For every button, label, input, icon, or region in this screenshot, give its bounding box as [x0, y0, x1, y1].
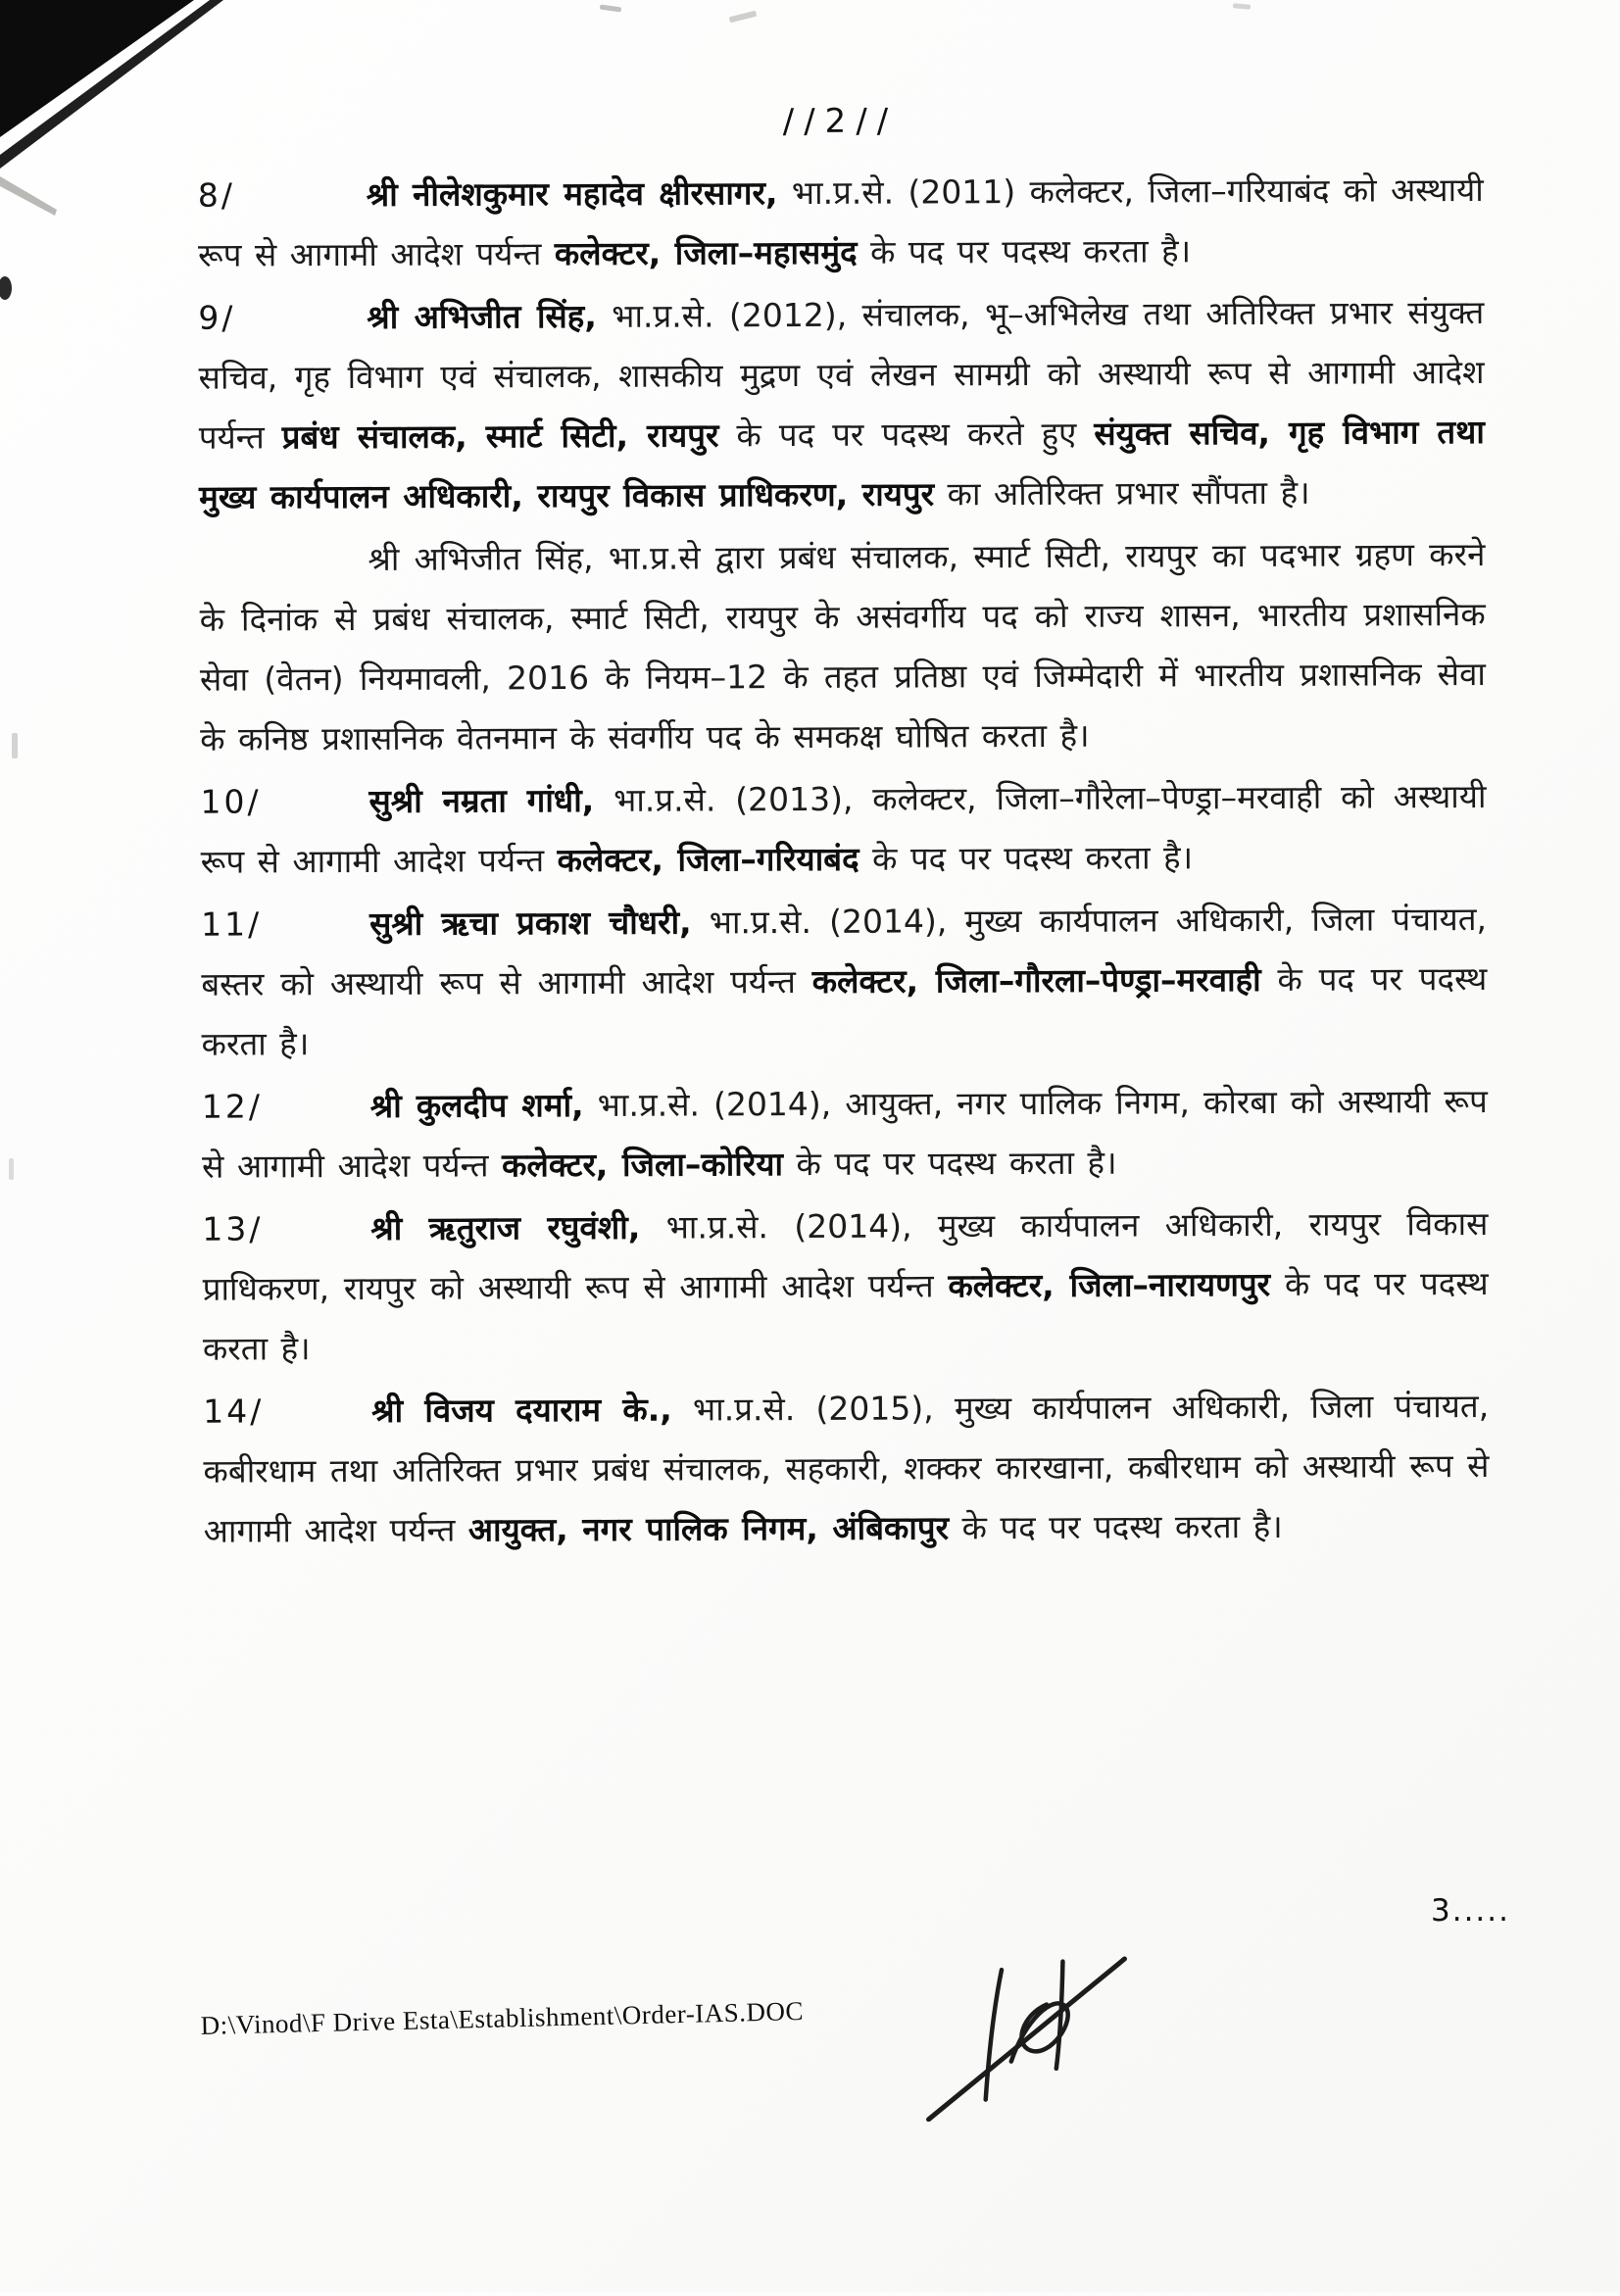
text-segment: श्री नीलेशकुमार महादेव क्षीरसागर,	[366, 173, 778, 214]
text-segment: के पद पर पदस्थ करता है।	[949, 1506, 1283, 1547]
text-segment: श्री ऋतुराज रघुवंशी,	[370, 1207, 641, 1247]
text-segment: कलेक्टर, जिला–नारायणपुर	[948, 1264, 1271, 1305]
order-paragraph	[202, 1071, 1489, 1197]
order-paragraph	[199, 524, 1486, 769]
text-segment: के पद पर पदस्थ करता है।	[857, 231, 1192, 271]
text-segment: श्री अभिजीत सिंह, भा.प्र.से द्वारा प्रबंध संचालक, स्मार्ट सिटी, रायपुर का पदभार ग्रहण करने के दिनांक से प्रबंध संचालक, स्मार्ट सिटी, रायपुर के असंवर्गीय पद को राज्य शासन, भारतीय प्रशासनिक सेवा (वेतन) नियमावली, 2016 के नियम–12 के तहत प्रतिष्ठा एवं जिम्मेदारी में भारतीय प्रशासनिक सेवा के कनिष्ठ प्रशासनिक वेतनमान के संवर्गीय पद के समकक्ष घोषित करता है।	[199, 534, 1487, 758]
text-segment: भा.प्र.से. (2014), मुख्य कार्यपालन अधिकारी, रायपुर विकास प्राधिकरण, रायपुर को अस्थायी रूप से आगामी आदेश पर्यन्त	[202, 1203, 1489, 1308]
text-segment: श्री कुलदीप शर्मा,	[369, 1086, 584, 1125]
paragraph-number: 13/	[202, 1209, 264, 1248]
text-segment: आयुक्त, नगर पालिक निगम, अंबिकापुर	[467, 1508, 950, 1549]
text-segment: कलेक्टर, जिला–महासमुंद	[554, 232, 858, 273]
paragraph-number: 9/	[198, 298, 236, 337]
order-paragraph	[200, 766, 1487, 892]
text-segment: के पद पर पदस्थ करता है।	[859, 838, 1194, 878]
paragraph-number: 14/	[203, 1392, 265, 1431]
text-segment: भा.प्र.से. (2011) कलेक्टर, जिला–गरियाबंद को अस्थायी रूप से आगामी आदेश पर्यन्त	[197, 170, 1484, 274]
paragraph-number: 11/	[200, 904, 263, 944]
text-segment: भा.प्र.से. (2014), मुख्य कार्यपालन अधिकारी, जिला पंचायत, बस्तर को अस्थायी रूप से आगामी आदेश पर्यन्त	[201, 899, 1488, 1003]
footer-file-path: D:\Vinod\F Drive Esta\Establishment\Order-IAS.DOC	[200, 1995, 805, 2041]
order-paragraph	[203, 1376, 1490, 1561]
order-paragraph-list	[198, 160, 1490, 1561]
paragraph-number: 10/	[200, 782, 262, 821]
text-segment: भा.प्र.से. (2013), कलेक्टर, जिला–गौरेला–पेण्ड्रा–मरवाही को अस्थायी रूप से आगामी आदेश पर्यन्त	[200, 776, 1487, 881]
text-segment: श्री विजय दयाराम के.,	[371, 1390, 672, 1430]
text-segment: कलेक्टर, जिला–गरियाबंद	[557, 839, 859, 880]
text-segment: कलेक्टर, जिला–गौरला–पेण्ड्रा–मरवाही	[811, 959, 1261, 1001]
text-segment: प्रबंध संचालक, स्मार्ट सिटी, रायपुर	[281, 415, 719, 457]
text-segment: संयुक्त सचिव, गृह विभाग तथा मुख्य कार्यपालन अधिकारी, रायपुर विकास प्राधिकरण, रायपुर	[199, 412, 1485, 516]
order-paragraph	[202, 1194, 1489, 1379]
paragraph-number: 12/	[201, 1087, 264, 1126]
text-segment: सुश्री नम्रता गांधी,	[368, 780, 595, 820]
order-paragraph	[198, 160, 1485, 285]
text-segment: के पद पर पदस्थ करता है।	[201, 958, 1488, 1063]
order-paragraph	[201, 889, 1488, 1074]
order-body	[197, 99, 1489, 1564]
text-segment: के पद पर पदस्थ करते हुए	[718, 414, 1095, 455]
text-segment: भा.प्र.से. (2014), आयुक्त, नगर पालिक निगम, कोरबा को अस्थायी रूप से आगामी आदेश पर्यन्त	[202, 1081, 1488, 1186]
signature-graphic	[907, 1911, 1142, 2122]
text-segment: के पद पर पदस्थ करता है।	[782, 1143, 1117, 1184]
text-segment: सुश्री ऋचा प्रकाश चौधरी,	[368, 903, 692, 943]
text-segment: श्री अभिजीत सिंह,	[367, 296, 597, 336]
text-segment: भा.प्र.से. (2015), मुख्य कार्यपालन अधिकारी, जिला पंचायत, कबीरधाम तथा अतिरिक्त प्रभार प्रबंध संचालक, सहकारी, शक्कर कारखाना, कबीरधाम को अस्थायी रूप से आगामी आदेश पर्यन्त	[203, 1386, 1490, 1550]
page-number-header: //2//	[782, 101, 899, 142]
text-segment: के पद पर पदस्थ करता है।	[202, 1263, 1489, 1368]
text-segment: का अतिरिक्त प्रभार सौंपता है।	[934, 472, 1310, 513]
order-paragraph	[198, 282, 1485, 527]
signature-scribble	[907, 1911, 1142, 2122]
continuation-page-marker: 3.....	[1431, 1893, 1510, 1929]
text-segment: भा.प्र.से. (2012), संचालक, भू–अभिलेख तथा अतिरिक्त प्रभार संयुक्त सचिव, गृह विभाग एवं संचालक, शासकीय मुद्रण एवं लेखन सामग्री को अस्थायी रूप से आगामी आदेश पर्यन्त	[198, 292, 1485, 457]
paragraph-number: 8/	[197, 175, 235, 215]
text-segment: कलेक्टर, जिला–कोरिया	[501, 1145, 784, 1185]
